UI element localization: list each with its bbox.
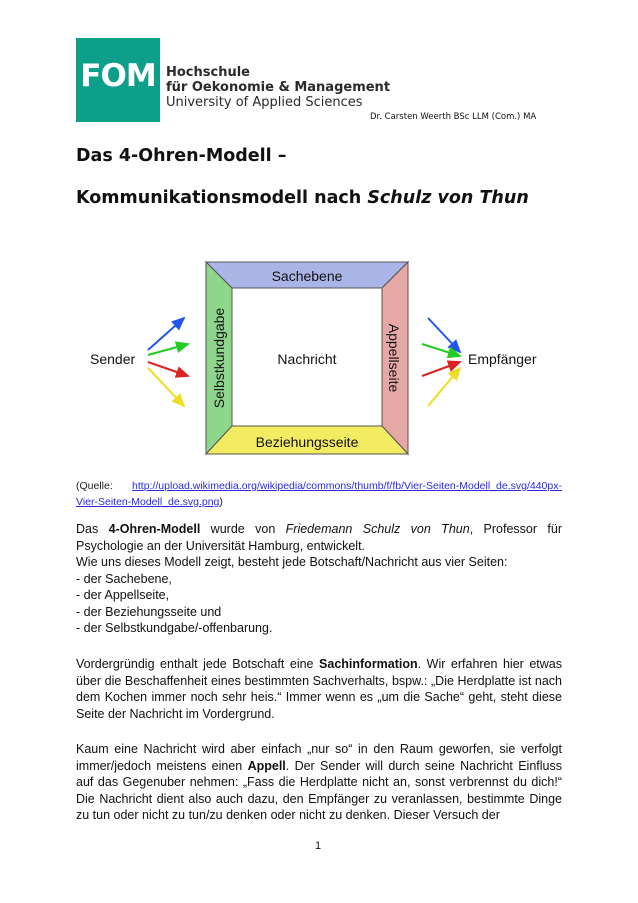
receiver-arrow-yellow — [428, 368, 460, 406]
page-subtitle — [76, 188, 529, 208]
four-sides-diagram — [80, 258, 560, 458]
author-line: Dr. Carsten Weerth BSc LLM (Com.) MA — [370, 112, 537, 122]
label-appellseite: Appellseite — [386, 323, 402, 393]
source-link[interactable]: http://upload.wikimedia.org/wikipedia/commons/thumb/f/fb/Vier-Seiten-Modell_de.svg/440px- Vier-Seiten-Modell_de.svg.png — [76, 480, 562, 508]
intro-line-2: Wie uns dieses Modell zeigt, besteht jede Botschaft/Nachricht aus vier Seiten: — [76, 555, 508, 569]
paragraph-intro: Das 4-Ohren-Modell wurde von Friedemann Schulz von Thun, Professor für Psychologie an der Universität Hamburg, entwickelt. Wie uns dieses Modell zeigt, besteht jede Botschaft/Nachricht aus vier Seiten: - der Sachebene, - der Appellseite, - der Beziehungsseite und - der Selbstkundgabe/-offenbarung. — [76, 522, 563, 635]
fom-logo — [76, 38, 160, 122]
institution-name — [166, 65, 390, 110]
institution-line-2: für Oekonomie & Management — [166, 80, 391, 95]
institution-line-1: Hochschule — [166, 65, 250, 80]
term-4-ohren-modell: 4-Ohren-Modell — [108, 522, 201, 536]
list-item: - der Beziehungsseite und — [76, 604, 222, 619]
source-prefix: (Quelle: — [76, 480, 133, 492]
page-number: 1 — [315, 840, 322, 852]
paragraph-sachinformation: Vordergründig enthalt jede Botschaft eine Sachinformation. Wir erfahren hier etwas über die Beschaffenheit eines bestimmten Sachverhalts, bspw.: „Die Herdplatte ist nach dem Kochen immer noch sehr heis.“ Immer wenn es „um die Sache“ geht, steht diese Seite der Nachricht im Vordergrund. — [76, 657, 562, 721]
source-citation — [76, 478, 562, 510]
author-name: Friedemann Schulz von Thun — [285, 522, 470, 536]
label-selbstkundgabe: Selbstkundgabe — [211, 307, 227, 409]
label-sachebene: Sachebene — [271, 268, 343, 284]
label-sender: Sender — [90, 351, 136, 367]
list-item: - der Appellseite, — [76, 588, 170, 602]
subtitle-prefix: Kommunikationsmodell nach — [76, 188, 368, 208]
term-appell: Appell — [247, 758, 286, 773]
sender-arrow-blue — [148, 318, 184, 350]
list-item: - der Selbstkundgabe/-offenbarung. — [76, 621, 273, 635]
paragraph-appell: Kaum eine Nachricht wird aber einfach „nur so“ in den Raum geworfen, sie verfolgt immer/jedoch meistens einen Appell. Der Sender will durch seine Nachricht Einfluss auf das Gegenuber nehmen: „Fass die Herdplatte nicht an, sonst verbrennst du dich!“ Die Nachricht dient also auch dazu, den Empfänger zu veranlassen, bestimmte Dinge zu tun oder nicht zu tun/zu denken oder nicht zu denken. Dieser Versuch der — [76, 742, 562, 822]
label-beziehungsseite: Beziehungsseite — [255, 434, 359, 450]
institution-line-3: University of Applied Sciences — [166, 95, 363, 110]
page-title: Das 4-Ohren-Modell – — [76, 146, 287, 166]
logo-text: FOM — [80, 58, 156, 94]
term-sachinformation: Sachinformation — [319, 657, 418, 671]
list-item: - der Sachebene, — [76, 571, 172, 586]
subtitle-name: Schulz von Thun — [367, 188, 529, 208]
label-empfaenger: Empfänger — [468, 351, 537, 367]
label-nachricht: Nachricht — [277, 351, 337, 367]
source-suffix: ) — [219, 496, 223, 508]
